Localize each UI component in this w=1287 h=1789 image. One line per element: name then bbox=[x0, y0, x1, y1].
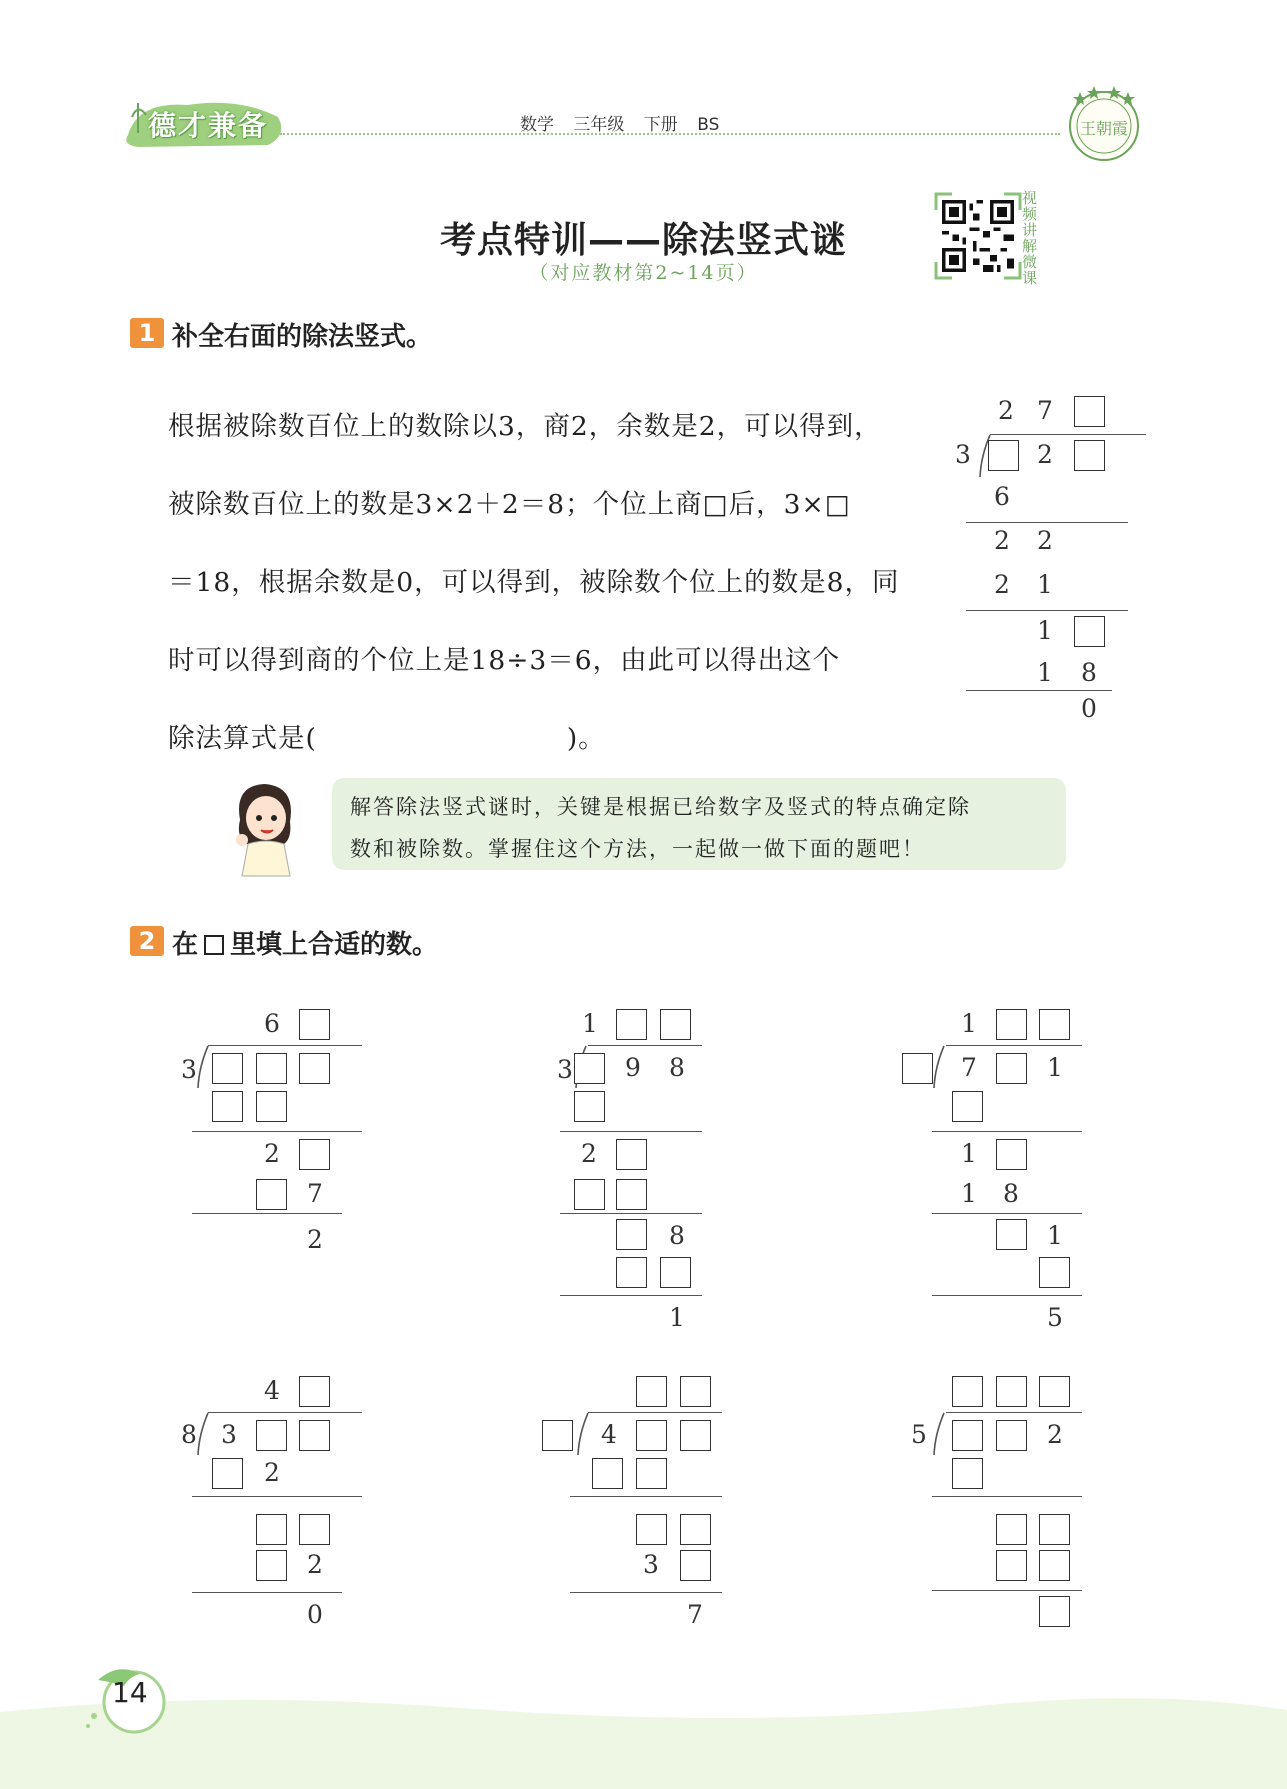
step-line bbox=[966, 610, 1128, 611]
step-digit: 1 bbox=[1037, 570, 1053, 599]
blank-box[interactable] bbox=[542, 1420, 573, 1451]
step-line bbox=[192, 1131, 362, 1132]
page-subtitle: （对应教材第2~14页） bbox=[529, 262, 758, 284]
division-bar bbox=[208, 1045, 362, 1046]
blank-box[interactable] bbox=[996, 1420, 1027, 1451]
blank-box[interactable] bbox=[680, 1420, 711, 1451]
quotient-digit: 2 bbox=[998, 396, 1014, 425]
step-line bbox=[932, 1131, 1082, 1132]
step-line bbox=[932, 1213, 1082, 1214]
quotient-digit: 1 bbox=[961, 1009, 977, 1038]
blank-box[interactable] bbox=[299, 1376, 330, 1407]
blank-box[interactable] bbox=[1074, 440, 1105, 471]
blank-box[interactable] bbox=[660, 1257, 691, 1288]
blank-box[interactable] bbox=[680, 1376, 711, 1407]
blank-box[interactable] bbox=[952, 1376, 983, 1407]
step-digit: 2 bbox=[994, 526, 1010, 555]
blank-box[interactable] bbox=[996, 1139, 1027, 1170]
dividend-digit: 9 bbox=[625, 1053, 641, 1082]
blank-box[interactable] bbox=[616, 1219, 647, 1250]
dividend-digit: 7 bbox=[961, 1053, 977, 1082]
step-digit: 2 bbox=[264, 1458, 280, 1487]
dividend-digit: 4 bbox=[601, 1420, 617, 1449]
remainder: 7 bbox=[687, 1600, 703, 1629]
brand-logo-text: 德才兼备 bbox=[148, 109, 269, 142]
author-seal bbox=[1062, 78, 1146, 170]
blank-box[interactable] bbox=[299, 1420, 330, 1451]
blank-box[interactable] bbox=[660, 1009, 691, 1040]
blank-box[interactable] bbox=[996, 1219, 1027, 1250]
step-digit: 8 bbox=[669, 1221, 685, 1250]
blank-box[interactable] bbox=[636, 1458, 667, 1489]
step-digit: 1 bbox=[1037, 616, 1053, 645]
remainder: 1 bbox=[669, 1303, 685, 1332]
step-line bbox=[932, 1590, 1082, 1591]
quotient-digit: 7 bbox=[1037, 396, 1053, 425]
explanation-line-4: 时可以得到商的个位上是18÷3＝6，由此可以得出这个 bbox=[168, 645, 841, 676]
step-line bbox=[192, 1496, 362, 1497]
blank-box[interactable] bbox=[212, 1053, 243, 1084]
dividend-digit: 1 bbox=[1047, 1053, 1063, 1082]
blank-box[interactable] bbox=[1039, 1550, 1070, 1581]
division-bar bbox=[990, 434, 1146, 435]
dividend-digit: 2 bbox=[1047, 1420, 1063, 1449]
dividend-digit: 2 bbox=[1037, 440, 1053, 469]
inline-box-icon bbox=[204, 935, 224, 955]
explanation-line-1: 根据被除数百位上的数除以3，商2，余数是2，可以得到， bbox=[168, 411, 882, 442]
blank-box[interactable] bbox=[299, 1009, 330, 1040]
step-line bbox=[560, 1131, 702, 1132]
blank-box[interactable] bbox=[1074, 616, 1105, 647]
step-line bbox=[966, 690, 1112, 691]
step-digit: 7 bbox=[307, 1179, 323, 1208]
step-line bbox=[570, 1592, 722, 1593]
blank-box[interactable] bbox=[636, 1376, 667, 1407]
blank-box[interactable] bbox=[680, 1514, 711, 1545]
step-digit: 3 bbox=[643, 1550, 659, 1579]
footer-wave bbox=[0, 1690, 1287, 1789]
blank-box[interactable] bbox=[952, 1091, 983, 1122]
step-digit: 2 bbox=[994, 570, 1010, 599]
qr-label: 视频讲解微课 bbox=[1022, 189, 1038, 287]
blank-box[interactable] bbox=[952, 1458, 983, 1489]
step-line bbox=[560, 1213, 702, 1214]
blank-box[interactable] bbox=[256, 1053, 287, 1084]
divisor: 3 bbox=[557, 1055, 573, 1084]
divisor: 8 bbox=[181, 1420, 197, 1449]
remainder: 0 bbox=[1081, 694, 1097, 723]
blank-box[interactable] bbox=[574, 1091, 605, 1122]
remainder: 5 bbox=[1047, 1303, 1063, 1332]
blank-box[interactable] bbox=[256, 1420, 287, 1451]
step-line bbox=[570, 1496, 722, 1497]
blank-box[interactable] bbox=[996, 1550, 1027, 1581]
blank-box[interactable] bbox=[636, 1514, 667, 1545]
step-line bbox=[560, 1295, 702, 1296]
blank-box[interactable] bbox=[996, 1376, 1027, 1407]
quotient-digit: 4 bbox=[264, 1376, 280, 1405]
tip-text bbox=[350, 786, 1066, 870]
blank-box[interactable] bbox=[1074, 396, 1105, 427]
division-bracket bbox=[196, 1412, 210, 1456]
girl-illustration bbox=[222, 778, 312, 878]
blank-box[interactable] bbox=[952, 1420, 983, 1451]
divisor: 3 bbox=[181, 1055, 197, 1084]
step-digit: 1 bbox=[1047, 1221, 1063, 1250]
step-line bbox=[932, 1496, 1082, 1497]
division-bracket bbox=[932, 1412, 946, 1456]
blank-box[interactable] bbox=[256, 1514, 287, 1545]
blank-box[interactable] bbox=[996, 1053, 1027, 1084]
dividend-digit: 8 bbox=[669, 1053, 685, 1082]
dividend-digit: 3 bbox=[221, 1420, 237, 1449]
blank-box[interactable] bbox=[988, 440, 1019, 471]
blank-box[interactable] bbox=[574, 1179, 605, 1210]
blank-box[interactable] bbox=[616, 1257, 647, 1288]
step-digit: 1 bbox=[1037, 658, 1053, 687]
blank-box[interactable] bbox=[256, 1550, 287, 1581]
division-bracket bbox=[932, 1045, 946, 1089]
blank-box[interactable] bbox=[1039, 1257, 1070, 1288]
blank-box[interactable] bbox=[299, 1514, 330, 1545]
step-line bbox=[192, 1592, 342, 1593]
blank-box[interactable] bbox=[299, 1053, 330, 1084]
qr-code-icon[interactable] bbox=[942, 200, 1014, 272]
division-bracket bbox=[576, 1412, 590, 1456]
step-line bbox=[192, 1213, 342, 1214]
step-line bbox=[966, 522, 1128, 523]
question-1-number: 1 bbox=[130, 318, 164, 348]
blank-box[interactable] bbox=[212, 1091, 243, 1122]
division-bar bbox=[588, 1045, 702, 1046]
blank-box[interactable] bbox=[1039, 1514, 1070, 1545]
tip-line-1: 解答除法竖式谜时，关键是根据已给数字及竖式的特点确定除 bbox=[350, 795, 971, 819]
blank-box[interactable] bbox=[212, 1458, 243, 1489]
remainder: 2 bbox=[307, 1225, 323, 1254]
question-2-number: 2 bbox=[130, 926, 164, 956]
step-digit: 2 bbox=[581, 1139, 597, 1168]
step-digit: 2 bbox=[264, 1139, 280, 1168]
blank-box[interactable] bbox=[256, 1091, 287, 1122]
blank-box[interactable] bbox=[616, 1179, 647, 1210]
division-bar bbox=[946, 1045, 1082, 1046]
seal-text: 王朝霞 bbox=[1079, 119, 1129, 138]
blank-box[interactable] bbox=[1039, 1009, 1070, 1040]
blank-box[interactable] bbox=[996, 1009, 1027, 1040]
division-bar bbox=[208, 1412, 362, 1413]
step-digit: 6 bbox=[994, 482, 1010, 511]
division-bar bbox=[946, 1412, 1082, 1413]
remainder: 0 bbox=[307, 1600, 323, 1629]
step-digit: 2 bbox=[307, 1550, 323, 1579]
quotient-digit: 1 bbox=[582, 1009, 598, 1038]
explanation-line-2: 被除数百位上的数是3×2＋2＝8；个位上商□后，3×□ bbox=[168, 489, 851, 520]
page-title: 考点特训——除法竖式谜 bbox=[439, 220, 847, 261]
blank-box[interactable] bbox=[574, 1053, 605, 1084]
blank-box[interactable] bbox=[680, 1550, 711, 1581]
question-1-explanation bbox=[168, 388, 913, 778]
explanation-line-3: ＝18，根据余数是0，可以得到，被除数个位上的数是8，同 bbox=[168, 567, 900, 598]
blank-box[interactable] bbox=[636, 1420, 667, 1451]
step-digit: 2 bbox=[1037, 526, 1053, 555]
page-number: 14 bbox=[112, 1676, 148, 1709]
quotient-digit: 6 bbox=[264, 1009, 280, 1038]
blank-box[interactable] bbox=[616, 1009, 647, 1040]
step-digit: 8 bbox=[1081, 658, 1097, 687]
blank-box[interactable] bbox=[1039, 1376, 1070, 1407]
question-2-prompt: 在 里填上合适的数。 bbox=[172, 930, 439, 960]
book-meta: 数学 三年级 下册 BS bbox=[520, 115, 720, 135]
division-bracket bbox=[196, 1045, 210, 1089]
blank-box[interactable] bbox=[996, 1514, 1027, 1545]
blank-box[interactable] bbox=[1039, 1596, 1070, 1627]
explanation-line-5: 除法算式是( )。 bbox=[168, 723, 606, 754]
tip-line-2: 数和被除数。掌握住这个方法，一起做一做下面的题吧！ bbox=[350, 837, 925, 861]
divisor: 3 bbox=[955, 440, 971, 469]
blank-box[interactable] bbox=[299, 1139, 330, 1170]
question-1-prompt: 补全右面的除法竖式。 bbox=[172, 322, 433, 352]
blank-box[interactable] bbox=[616, 1139, 647, 1170]
step-digit: 8 bbox=[1003, 1179, 1019, 1208]
step-digit: 1 bbox=[961, 1179, 977, 1208]
divisor: 5 bbox=[911, 1420, 927, 1449]
step-line bbox=[932, 1295, 1082, 1296]
step-digit: 1 bbox=[961, 1139, 977, 1168]
division-bar bbox=[588, 1412, 722, 1413]
blank-box[interactable] bbox=[902, 1053, 933, 1084]
blank-box[interactable] bbox=[256, 1179, 287, 1210]
blank-box[interactable] bbox=[592, 1458, 623, 1489]
